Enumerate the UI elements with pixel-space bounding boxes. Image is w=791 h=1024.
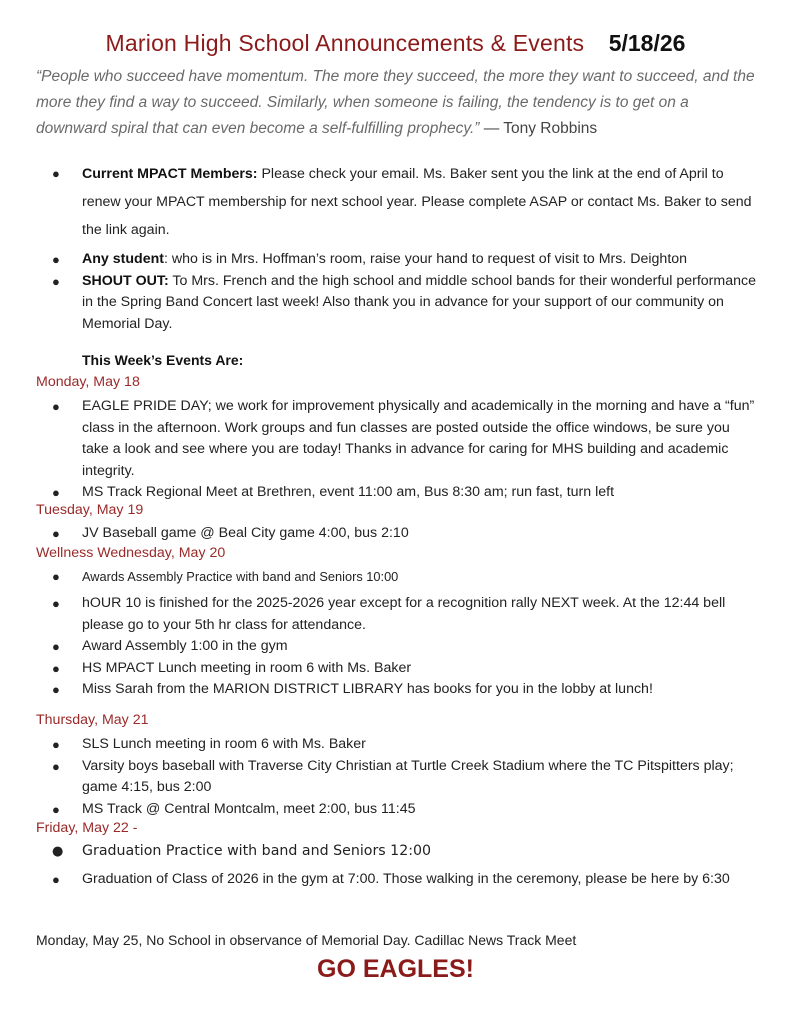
event-text: Miss Sarah from the MARION DISTRICT LIBRARY has books for you in the lobby at lunch! <box>82 681 653 697</box>
bullet-icon: ● <box>52 399 60 414</box>
bullet-icon: ● <box>52 569 60 584</box>
bullet-icon: ● <box>52 801 60 817</box>
day-label-friday: Friday, May 22 - <box>36 820 138 836</box>
event-text: SLS Lunch meeting in room 6 with Ms. Baker <box>82 736 366 752</box>
event-item <box>0 636 791 658</box>
bullet-icon: ● <box>52 871 60 887</box>
day-list-wednesday <box>0 567 791 701</box>
go-eagles-slogan: GO EAGLES! <box>317 955 474 983</box>
day-list-monday <box>0 396 791 504</box>
bullet-icon: ● <box>52 682 60 697</box>
bullet-icon: ● <box>52 639 60 654</box>
day-label-thursday: Thursday, May 21 <box>36 712 149 728</box>
announcement-text: To Mrs. French and the high school and middle school bands for their wonderful performance in the Spring Band Concert last week! Also thank you in advance for your support of our community on Memorial Day. <box>82 272 756 332</box>
event-item <box>0 799 791 821</box>
event-text: Awards Assembly Practice with band and Seniors 10:00 <box>82 569 399 584</box>
bullet-icon: ● <box>52 758 60 774</box>
bullet-icon: ● <box>52 660 60 676</box>
day-list-thursday <box>0 734 791 820</box>
bullet-icon: ● <box>52 526 60 541</box>
event-item <box>0 869 791 891</box>
bullet-icon: ● <box>52 844 64 859</box>
event-text: JV Baseball game @ Beal City game 4:00, bus 2:10 <box>82 525 409 541</box>
page-date: 5/18/26 <box>608 30 686 56</box>
bullet-icon: ● <box>52 252 60 267</box>
header <box>0 30 791 57</box>
day-list-tuesday <box>0 523 791 545</box>
announcement-bold: SHOUT OUT: <box>82 272 169 289</box>
bullet-icon: ● <box>52 485 60 500</box>
page-title: Marion High School Announcements & Events <box>105 30 585 56</box>
event-item <box>0 841 791 863</box>
event-item <box>0 482 791 504</box>
bullet-icon: ● <box>52 737 60 752</box>
memorial-day-note: Monday, May 25, No School in observance of Memorial Day. Cadillac News Track Meet <box>36 932 577 948</box>
day-label-monday: Monday, May 18 <box>36 374 140 390</box>
day-label-wednesday: Wellness Wednesday, May 20 <box>36 545 226 561</box>
event-item <box>0 396 791 482</box>
announcements-list <box>0 160 791 335</box>
event-text: MS Track @ Central Montcalm, meet 2:00, bus 11:45 <box>82 800 416 817</box>
announcement-bold: Current MPACT Members: <box>82 166 258 182</box>
day-list-friday <box>0 841 791 890</box>
event-text: EAGLE PRIDE DAY; we work for improvement physically and academically in the morning and have a “fun” class in the afternoon. Work groups and fun classes are posted outside the office windows, be sure you take a look and see where you are today! Thanks in advance for caring for MHS building and academic integrity. <box>82 398 755 479</box>
event-text: Graduation Practice with band and Seniors 12:00 <box>82 843 432 859</box>
event-text: hOUR 10 is finished for the 2025-2026 year except for a recognition rally NEXT week. At the 12:44 bell please go to your 5th hr class for attendance. <box>82 595 726 633</box>
event-item <box>0 593 791 636</box>
event-item <box>0 756 791 799</box>
quote-author: — Tony Robbins <box>479 120 598 137</box>
event-item <box>0 523 791 545</box>
event-text: HS MPACT Lunch meeting in room 6 with Ms. Baker <box>82 659 412 676</box>
event-text: Award Assembly 1:00 in the gym <box>82 638 288 654</box>
announcement-text: : who is in Mrs. Hoffman’s room, raise your hand to request of visit to Mrs. Deighton <box>163 251 688 267</box>
announcement-text: Please check your email. Ms. Baker sent you the link at the end of April to renew your MPACT membership for next school year. Please complete ASAP or contact Ms. Baker to send the link again. <box>82 166 752 238</box>
bullet-icon: ● <box>52 596 60 611</box>
bullet-icon: ● <box>52 166 60 181</box>
quote-text: “People who succeed have momentum. The more they succeed, the more they want to succeed, and the more they find a way to succeed. Similarly, when someone is failing, the tendency is to get on a downward spiral that can even become a self-fulfilling prophecy.” <box>36 68 755 137</box>
event-text: Graduation of Class of 2026 in the gym at 7:00. Those walking in the ceremony, please be here by 6:30 <box>82 870 730 887</box>
announcement-bold: Any student <box>82 251 164 267</box>
event-item <box>0 679 791 701</box>
announcement-item <box>0 249 791 271</box>
day-label-tuesday: Tuesday, May 19 <box>36 502 144 518</box>
announcement-item <box>0 160 791 244</box>
events-heading: This Week’s Events Are: <box>82 352 244 368</box>
event-item <box>0 567 791 587</box>
event-item <box>0 734 791 756</box>
bullet-icon: ● <box>52 273 60 289</box>
event-text: Varsity boys baseball with Traverse City Christian at Turtle Creek Stadium where the TC Pitspitters play; game 4:15, bus 2:00 <box>82 757 734 795</box>
event-text: MS Track Regional Meet at Brethren, event 11:00 am, Bus 8:30 am; run fast, turn left <box>82 484 615 500</box>
event-item <box>0 658 791 680</box>
quote <box>36 64 761 142</box>
announcement-item <box>0 271 791 336</box>
